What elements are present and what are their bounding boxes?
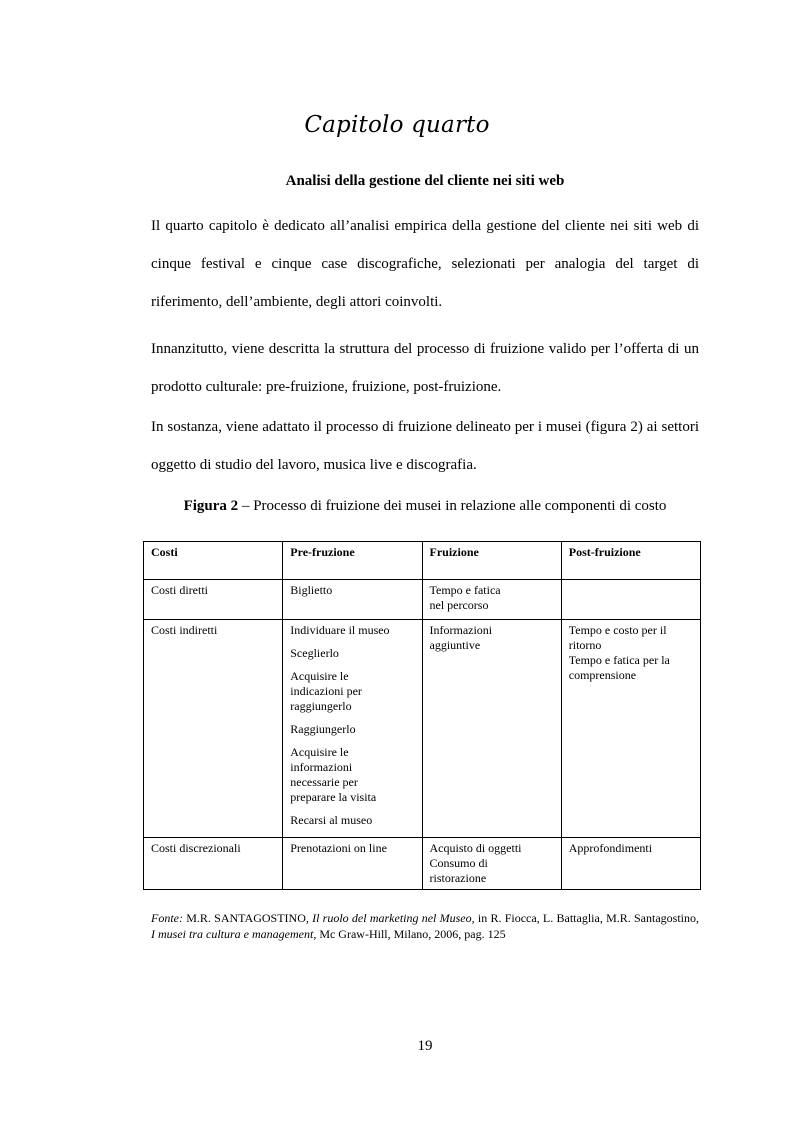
cell-line: Tempo e fatica [429, 583, 501, 597]
cell-line: nel percorso [429, 598, 489, 612]
header-fruizione: Fruizione [422, 542, 561, 580]
source-middle: in R. Fiocca, L. Battaglia, M.R. Santagostino, [474, 911, 699, 925]
table-header-row [144, 542, 701, 580]
cell-fruizione [422, 838, 561, 890]
figure-label: Figura 2 [183, 498, 239, 514]
chapter-title: Capitolo quarto [304, 112, 490, 138]
cell-pre [283, 838, 422, 890]
cell-costo: Costi diretti [144, 580, 283, 620]
figure-caption [0, 498, 794, 515]
cell-line: Acquisto di oggetti [429, 841, 522, 855]
cell-line: Prenotazioni on line [290, 841, 387, 855]
paragraph-structure: Innanzitutto, viene descritta la struttura del processo di fruizione valido per l’offerta di un prodotto culturale: pre-fruizione, fruizione, post-fruizione. [151, 341, 699, 395]
cell-costo: Costi indiretti [144, 620, 283, 838]
table-row-costi-discrezionali [144, 838, 701, 890]
cell-line: Individuare il museo [290, 623, 390, 637]
cell-line: Tempo e costo per il ritorno [568, 623, 667, 652]
header-costi: Costi [144, 542, 283, 580]
cell-line: Acquisire le informazioni necessarie per preparare la visita [290, 745, 377, 804]
cell-line: Approfondimenti [568, 841, 653, 855]
source-label: Fonte: [151, 911, 183, 925]
cell-fruizione [422, 620, 561, 838]
cell-line: Consumo di ristorazione [429, 856, 488, 885]
cell-fruizione [422, 580, 561, 620]
table-row-costi-indiretti [144, 620, 701, 838]
cell-line: Recarsi al museo [290, 813, 373, 827]
page-number: 19 [417, 1038, 433, 1054]
cell-costo: Costi discrezionali [144, 838, 283, 890]
cost-table [143, 541, 701, 890]
header-pre-fruizione: Pre-fruzione [283, 542, 422, 580]
cell-post [561, 580, 700, 620]
cell-line: Raggiungerlo [290, 722, 356, 736]
paragraph-adaptation: In sostanza, viene adattato il processo di fruizione delineato per i musei (figura 2) ai settori oggetto di studio del lavoro, musica live e discografia. [151, 419, 699, 473]
cell-pre [283, 580, 422, 620]
cell-line: Sceglierlo [290, 646, 339, 660]
cell-pre [283, 620, 422, 838]
cell-line: Biglietto [290, 583, 333, 597]
cell-line: Acquisire le indicazioni per raggiungerlo [290, 669, 362, 713]
table-row-costi-diretti [144, 580, 701, 620]
cell-post [561, 838, 700, 890]
cell-line: Informazioni aggiuntive [429, 623, 493, 652]
source-title-2: I musei tra cultura e management [151, 927, 314, 941]
cell-post [561, 620, 700, 838]
paragraph-intro: Il quarto capitolo è dedicato all’analisi empirica della gestione del cliente nei siti web di cinque festival e cinque case discografiche, selezionati per analogia del target di riferimento, dell’ambiente, degli attori coinvolti. [151, 218, 699, 310]
source-title-1: Il ruolo del marketing nel Museo, [312, 911, 475, 925]
source-author: M.R. SANTAGOSTINO, [183, 911, 313, 925]
section-title: Analisi della gestione del cliente nei siti web [285, 173, 565, 189]
source-citation [151, 910, 699, 942]
figure-caption-text: – Processo di fruizione dei musei in relazione alle componenti di costo [238, 498, 667, 514]
cell-line: Tempo e fatica per la comprensione [568, 653, 670, 682]
header-post-fruizione: Post-fruizione [561, 542, 700, 580]
source-end: , Mc Graw-Hill, Milano, 2006, pag. 125 [313, 927, 506, 941]
